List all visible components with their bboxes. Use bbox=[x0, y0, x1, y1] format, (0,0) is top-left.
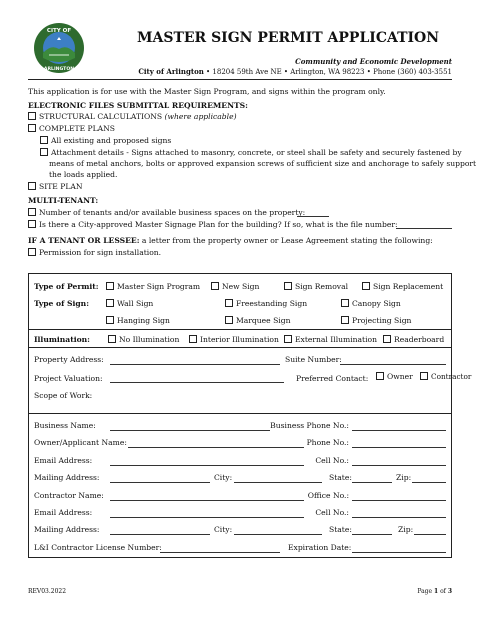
tenant-lessee-heading: IF A TENANT OR LESSEE: bbox=[28, 236, 140, 245]
interior-checkbox[interactable] bbox=[189, 335, 197, 343]
divider-illumination-bottom bbox=[28, 347, 452, 348]
attachment-line-2: means of metal anchors, bolts or approved expansion screws of sufficient size and anchorage to safely support bbox=[49, 159, 477, 168]
page-title: MASTER SIGN PERMIT APPLICATION bbox=[137, 30, 440, 46]
suite-number-field[interactable] bbox=[340, 364, 446, 365]
license-label: L&I Contractor License Number: bbox=[34, 543, 162, 552]
tenants-item[interactable] bbox=[28, 208, 305, 217]
contractor-checkbox[interactable] bbox=[420, 372, 428, 380]
owner-checkbox[interactable] bbox=[376, 372, 384, 380]
owner-name-label: Owner/Applicant Name: bbox=[34, 438, 127, 447]
contractor-name-label: Contractor Name: bbox=[34, 491, 104, 500]
page-prefix: Page bbox=[417, 588, 434, 595]
contractor-zip-field[interactable] bbox=[414, 534, 446, 535]
attachment-item[interactable] bbox=[40, 148, 462, 157]
scope-of-work-label: Scope of Work: bbox=[34, 391, 93, 400]
city-name: City of Arlington bbox=[138, 67, 204, 76]
wall-checkbox[interactable] bbox=[106, 299, 114, 307]
replacement-checkbox[interactable] bbox=[362, 282, 370, 290]
structural-note: (where applicable) bbox=[164, 112, 237, 121]
replacement-label: Sign Replacement bbox=[373, 282, 444, 291]
master-checkbox[interactable] bbox=[106, 282, 114, 290]
illumination-label: Illumination: bbox=[34, 335, 90, 344]
city-address: • 18204 59th Ave NE • Arlington, WA 98223 • Phone (360) 403-3551 bbox=[203, 68, 452, 76]
master-label: Master Sign Program bbox=[117, 282, 201, 291]
complete-plans-item[interactable] bbox=[28, 124, 115, 133]
contractor-city-label: City: bbox=[214, 525, 233, 534]
readerboard-checkbox[interactable] bbox=[383, 335, 391, 343]
new-sign-checkbox[interactable] bbox=[211, 282, 219, 290]
revision-code: REV03.2022 bbox=[28, 588, 67, 595]
email-label: Email Address: bbox=[34, 456, 93, 465]
site-plan-checkbox[interactable] bbox=[28, 182, 36, 190]
contractor-city-field[interactable] bbox=[234, 534, 322, 535]
illum-option-external[interactable] bbox=[284, 335, 377, 344]
sign-option-projecting[interactable] bbox=[341, 316, 411, 325]
file-number-field[interactable] bbox=[396, 228, 452, 229]
sign-option-canopy[interactable] bbox=[341, 299, 401, 308]
office-field[interactable] bbox=[352, 500, 446, 501]
complete-plans-label: COMPLETE PLANS bbox=[39, 124, 116, 133]
existing-signs-checkbox[interactable] bbox=[40, 136, 48, 144]
no-illum-checkbox[interactable] bbox=[108, 335, 116, 343]
readerboard-label: Readerboard bbox=[394, 335, 445, 344]
complete-plans-checkbox[interactable] bbox=[28, 124, 36, 132]
structural-item[interactable] bbox=[28, 112, 237, 121]
contractor-email-field[interactable] bbox=[110, 517, 304, 518]
site-plan-label: SITE PLAN bbox=[39, 182, 83, 191]
zip-label: Zip: bbox=[396, 473, 412, 482]
canopy-label: Canopy Sign bbox=[352, 299, 401, 308]
page-of: of bbox=[438, 588, 448, 595]
office-label: Office No.: bbox=[307, 491, 349, 500]
permit-type-label: Type of Permit: bbox=[34, 282, 99, 291]
page-total: 3 bbox=[447, 588, 452, 595]
contractor-state-label: State: bbox=[329, 525, 352, 534]
divider-business-top bbox=[28, 413, 452, 414]
existing-signs-label: All existing and proposed signs bbox=[51, 136, 172, 145]
cell-field[interactable] bbox=[352, 465, 446, 466]
contact-line bbox=[138, 67, 452, 77]
header-divider bbox=[28, 79, 452, 80]
divider-illumination-top bbox=[28, 329, 452, 330]
sign-option-freestanding[interactable] bbox=[225, 299, 307, 308]
city-field[interactable] bbox=[234, 482, 322, 483]
tenant-lessee-line bbox=[28, 236, 433, 245]
mailing-label: Mailing Address: bbox=[34, 473, 100, 482]
owner-label: Owner bbox=[387, 372, 413, 381]
contact-option-owner[interactable] bbox=[376, 372, 413, 381]
contractor-zip-label: Zip: bbox=[398, 525, 414, 534]
illum-option-readerboard[interactable] bbox=[383, 335, 444, 344]
business-name-label: Business Name: bbox=[34, 421, 96, 430]
contractor-cell-label: Cell No.: bbox=[315, 508, 349, 517]
hanging-label: Hanging Sign bbox=[117, 316, 170, 325]
suite-number-label: Suite Number: bbox=[285, 355, 342, 364]
email-field[interactable] bbox=[110, 465, 304, 466]
expiration-field[interactable] bbox=[352, 552, 446, 553]
approved-plan-checkbox[interactable] bbox=[28, 220, 36, 228]
permission-item[interactable] bbox=[28, 248, 161, 257]
owner-phone-label: Phone No.: bbox=[306, 438, 349, 447]
freestanding-checkbox[interactable] bbox=[225, 299, 233, 307]
contractor-label: Contractor bbox=[431, 372, 472, 381]
page-number bbox=[417, 587, 452, 596]
tenants-label: Number of tenants and/or available business spaces on the property: bbox=[39, 208, 306, 217]
attachment-checkbox[interactable] bbox=[40, 148, 48, 156]
attachment-line-1: Attachment details - Signs attached to masonry, concrete, or steel shall be safety and securely fastened by bbox=[51, 148, 462, 157]
electronic-heading: ELECTRONIC FILES SUBMITTAL REQUIREMENTS: bbox=[28, 101, 248, 110]
external-checkbox[interactable] bbox=[284, 335, 292, 343]
marquee-label: Marquee Sign bbox=[236, 316, 291, 325]
tenants-field[interactable] bbox=[297, 216, 329, 217]
projecting-checkbox[interactable] bbox=[341, 316, 349, 324]
owner-name-field[interactable] bbox=[128, 447, 304, 448]
permit-option-replacement[interactable] bbox=[362, 282, 443, 291]
illum-option-interior[interactable] bbox=[189, 335, 279, 344]
state-field[interactable] bbox=[352, 482, 392, 483]
property-address-label: Property Address: bbox=[34, 355, 104, 364]
tenants-checkbox[interactable] bbox=[28, 208, 36, 216]
contractor-mailing-label: Mailing Address: bbox=[34, 525, 100, 534]
contractor-mailing-field[interactable] bbox=[110, 534, 210, 535]
cell-label: Cell No.: bbox=[315, 456, 349, 465]
structural-label: STRUCTURAL CALCULATIONS bbox=[39, 112, 165, 121]
existing-signs-item[interactable] bbox=[40, 136, 171, 145]
expiration-label: Expiration Date: bbox=[288, 543, 352, 552]
new-sign-label: New Sign bbox=[222, 282, 260, 291]
hanging-checkbox[interactable] bbox=[106, 316, 114, 324]
interior-label: Interior Illumination bbox=[200, 335, 279, 344]
intro-text: This application is for use with the Master Sign Program, and signs within the program only. bbox=[28, 87, 386, 96]
approved-plan-item[interactable] bbox=[28, 220, 398, 229]
canopy-checkbox[interactable] bbox=[341, 299, 349, 307]
project-valuation-field[interactable] bbox=[110, 382, 284, 383]
project-valuation-label: Project Valuation: bbox=[34, 374, 103, 383]
business-phone-field[interactable] bbox=[352, 430, 446, 431]
logo-bottom-text: ARLINGTON bbox=[43, 67, 75, 72]
tenant-lessee-text: a letter from the property owner or Lease Agreement stating the following: bbox=[139, 236, 433, 245]
freestanding-label: Freestanding Sign bbox=[236, 299, 308, 308]
zip-field[interactable] bbox=[412, 482, 446, 483]
permit-option-removal[interactable] bbox=[284, 282, 348, 291]
sign-option-marquee[interactable] bbox=[225, 316, 290, 325]
permission-checkbox[interactable] bbox=[28, 248, 36, 256]
contractor-state-field[interactable] bbox=[352, 534, 392, 535]
approved-plan-label: Is there a City-approved Master Signage Plan for the building? If so, what is the file number: bbox=[39, 220, 398, 229]
city-logo bbox=[33, 22, 85, 74]
structural-checkbox[interactable] bbox=[28, 112, 36, 120]
illum-option-none[interactable] bbox=[108, 335, 179, 344]
business-name-field[interactable] bbox=[110, 430, 270, 431]
external-label: External Illumination bbox=[295, 335, 377, 344]
property-address-field[interactable] bbox=[110, 364, 280, 365]
multi-tenant-heading: MULTI-TENANT: bbox=[28, 196, 99, 205]
mailing-field[interactable] bbox=[110, 482, 210, 483]
sign-type-label: Type of Sign: bbox=[34, 299, 89, 308]
removal-checkbox[interactable] bbox=[284, 282, 292, 290]
license-field[interactable] bbox=[160, 552, 280, 553]
state-label: State: bbox=[329, 473, 352, 482]
owner-phone-field[interactable] bbox=[352, 447, 446, 448]
attachment-line-3: the loads applied. bbox=[49, 170, 118, 179]
department-name: Community and Economic Development bbox=[295, 57, 452, 66]
permission-label: Permission for sign installation. bbox=[39, 248, 162, 257]
contractor-cell-field[interactable] bbox=[352, 517, 446, 518]
sign-option-hanging[interactable] bbox=[106, 316, 170, 325]
contact-option-contractor[interactable] bbox=[420, 372, 471, 381]
marquee-checkbox[interactable] bbox=[225, 316, 233, 324]
preferred-contact-label: Preferred Contact: bbox=[296, 374, 369, 383]
page-current: 1 bbox=[433, 588, 439, 595]
wall-label: Wall Sign bbox=[117, 299, 154, 308]
no-illum-label: No Illumination bbox=[119, 335, 180, 344]
projecting-label: Projecting Sign bbox=[352, 316, 412, 325]
removal-label: Sign Removal bbox=[295, 282, 349, 291]
contractor-email-label: Email Address: bbox=[34, 508, 93, 517]
contractor-name-field[interactable] bbox=[110, 500, 304, 501]
permit-option-new[interactable] bbox=[211, 282, 259, 291]
permit-option-master[interactable] bbox=[106, 282, 200, 291]
logo-top-text: CITY OF bbox=[46, 28, 72, 34]
site-plan-item[interactable] bbox=[28, 182, 83, 191]
business-phone-label: Business Phone No.: bbox=[270, 421, 349, 430]
sign-option-wall[interactable] bbox=[106, 299, 153, 308]
city-label: City: bbox=[214, 473, 233, 482]
